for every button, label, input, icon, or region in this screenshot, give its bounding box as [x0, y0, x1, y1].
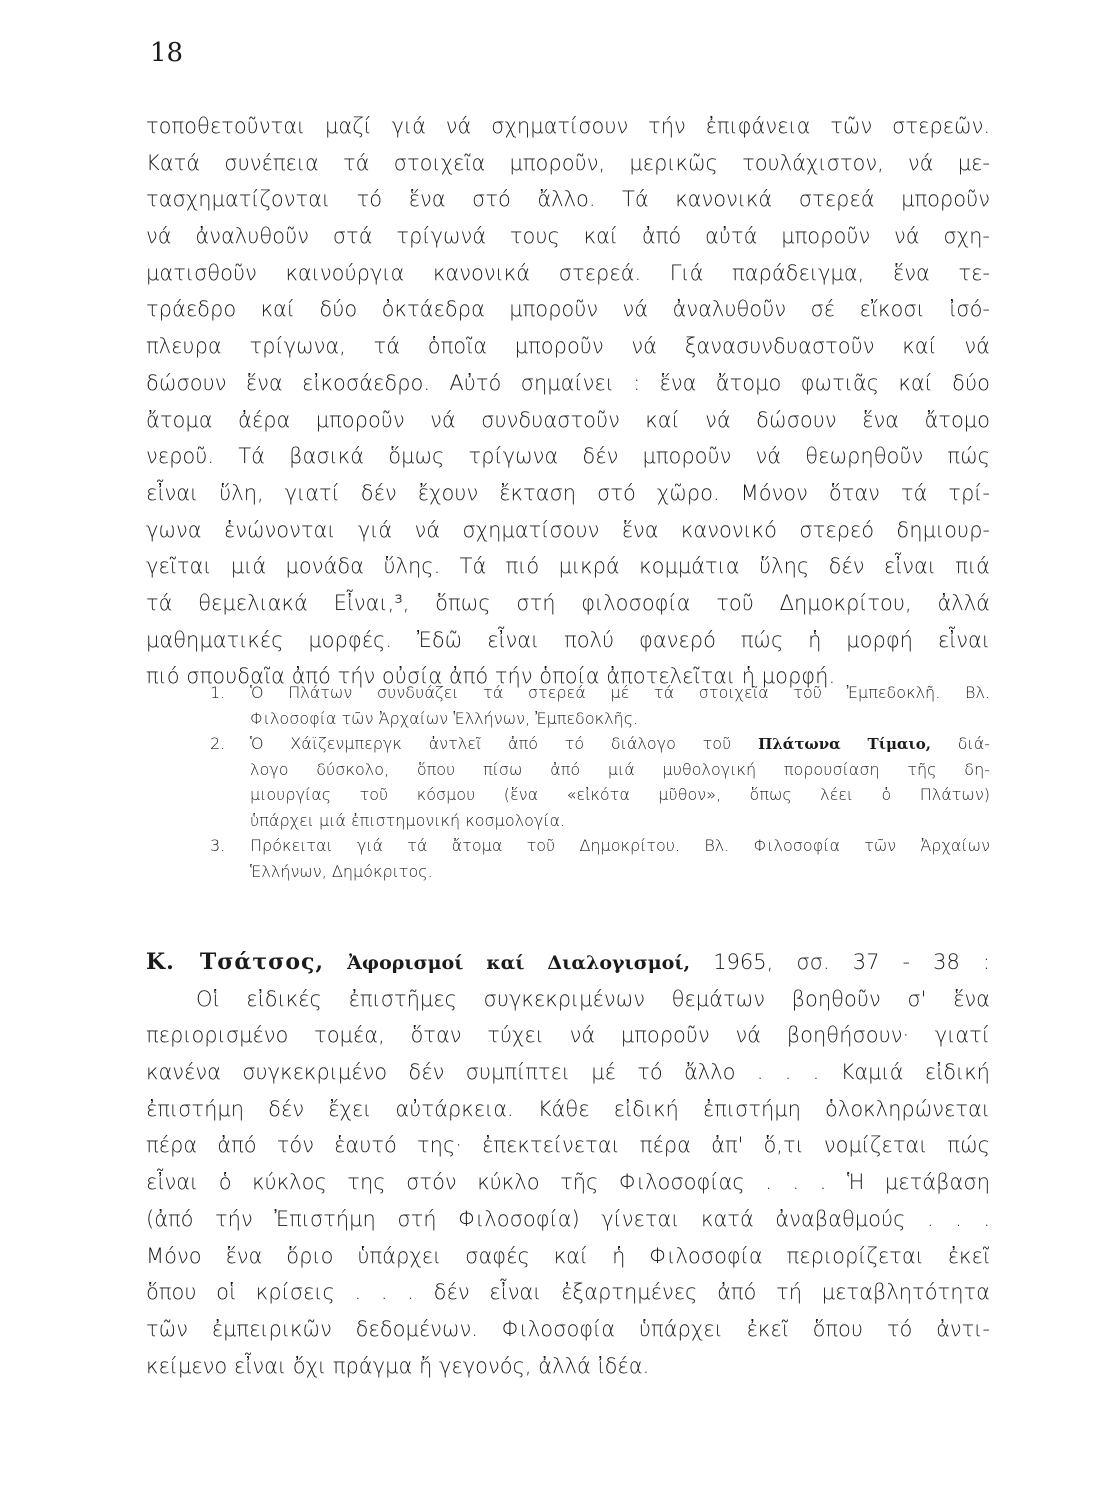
paragraph-line: τά θεμελιακά Εἶναι,³, ὅπως στή φιλοσοφία τοῦ Δημοκρίτου, ἀλλά [146, 590, 990, 615]
tsatsos-passage [146, 944, 990, 1384]
paragraph-line: ἄτομα ἀέρα μποροῦν νά συνδυαστοῦν καί νά δώσουν ἕνα ἄτομο [146, 407, 990, 432]
paragraph-line: ὅπου οἱ κρίσεις . . . δέν εἶναι ἐξαρτημένες ἀπό τή μεταβλητότητα [146, 1280, 990, 1305]
paragraph-line: μαθηματικές μορφές. Ἐδῶ εἶναι πολύ φανερό πώς ἡ μορφή εἶναι [146, 627, 990, 652]
footnote-line: Πρόκειται γιά τά ἄτομα τοῦ Δημοκρίτου. Βλ. Φιλοσοφία τῶν Ἀρχαίων [250, 836, 990, 855]
paragraph-line: πιό σπουδαῖα ἀπό τήν οὐσία ἀπό τήν ὁποία ἀποτελεῖται ἡ μορφή. [146, 664, 836, 689]
paragraph-line: τοποθετοῦνται μαζί γιά νά σχηματίσουν τήν ἐπιφάνεια τῶν στερεῶν. [146, 114, 990, 138]
heisenberg-passage [146, 108, 990, 695]
paragraph-line: (ἀπό τήν Ἐπιστήμη στή Φιλοσοφία) γίνεται κατά ἀναβαθμούς . . . [146, 1206, 990, 1231]
paragraph-line: περιορισμένο τομέα, ὅταν τύχει νά μποροῦν νά βοηθήσουν· γιατί [146, 1023, 990, 1048]
source-author: Κ. Τσάτσος, [146, 949, 325, 975]
paragraph-line: ματισθοῦν καινούργια κανονικά στερεά. Γιά παράδειγμα, ἕνα τε- [146, 260, 990, 285]
paragraph-line: τράεδρο καί δύο ὀκτάεδρα μποροῦν νά ἀναλυθοῦν σέ εἴκοσι ἰσό- [146, 297, 990, 322]
source-title: Ἀφορισμοί καί Διαλογισμοί, [347, 952, 691, 974]
page-number: 18 [150, 38, 184, 68]
footnote-text: διά- [930, 734, 990, 753]
footnote-number: 3. [210, 836, 226, 855]
footnote-line: μιουργίας τοῦ κόσμου (ἕνα «εἰκότα μῦθον», ὅπως λέει ὁ Πλάτων) [250, 785, 990, 804]
footnotes [146, 680, 990, 884]
paragraph-line: κείμενο εἶναι ὄχι πράγμα ἤ γεγονός, ἀλλά ἰδέα. [146, 1353, 650, 1378]
source-details: 1965, σσ. 37 - 38 : [713, 950, 990, 974]
footnote-line [146, 731, 990, 757]
footnote-line: Ἑλλήνων, Δημόκριτος. [250, 861, 433, 881]
paragraph-line: τῶν ἐμπειρικῶν δεδομένων. Φιλοσοφία ὑπάρχει ἐκεῖ ὅπου τό ἀντι- [146, 1316, 990, 1341]
paragraph-line: Μόνο ἕνα ὅριο ὑπάρχει σαφές καί ἡ Φιλοσοφία περιορίζεται ἐκεῖ [146, 1243, 990, 1268]
footnote-1 [146, 680, 990, 731]
footnote-number: 1. [210, 683, 226, 702]
paragraph-line: Οἱ εἰδικές ἐπιστῆμες συγκεκριμένων θεμάτων βοηθοῦν σ' ἕνα [196, 986, 990, 1011]
paragraph-line: δώσουν ἕνα εἰκοσάεδρο. Αὐτό σημαίνει : ἕνα ἄτομο φωτιᾶς καί δύο [146, 370, 990, 395]
footnote-line: Ὁ Πλάτων συνδυάζει τά στερεά μέ τά στοιχεῖα τοῦ Ἐμπεδοκλῆ. Βλ. [250, 683, 990, 702]
footnote-line: ὑπάρχει μιά ἐπιστημονική κοσμολογία. [250, 810, 566, 830]
cited-work-title: Πλάτωνα Τίμαιο, [758, 735, 931, 753]
footnote-2 [146, 731, 990, 833]
footnote-number: 2. [210, 734, 226, 753]
source-heading [146, 944, 990, 981]
paragraph-line: γωνα ἑνώνονται γιά νά σχηματίσουν ἕνα κανονικό στερεό δημιουρ- [146, 517, 990, 542]
paragraph-line: Κατά συνέπεια τά στοιχεῖα μποροῦν, μερικῶς τουλάχιστον, νά με- [146, 150, 990, 175]
paragraph-line: εἶναι ὕλη, γιατί δέν ἔχουν ἔκταση στό χῶρο. Μόνον ὅταν τά τρί- [146, 480, 990, 505]
paragraph-line: πλευρα τρίγωνα, τά ὁποῖα μποροῦν νά ξανασυνδυαστοῦν καί νά [146, 334, 990, 359]
footnote-line: Φιλοσοφία τῶν Ἀρχαίων Ἑλλήνων, Ἐμπεδοκλῆς. [250, 708, 639, 728]
paragraph-line: ἐπιστήμη δέν ἔχει αὐτάρκεια. Κάθε εἰδική ἐπιστήμη ὁλοκληρώνεται [146, 1096, 990, 1121]
paragraph-line: νά ἀναλυθοῦν στά τρίγωνά τους καί ἀπό αὐτά μποροῦν νά σχη- [146, 224, 990, 249]
footnote-text: Ὁ Χάϊζενμπεργκ ἀντλεῖ ἀπό τό διάλογο τοῦ [250, 734, 759, 753]
paragraph-line: γεῖται μιά μονάδα ὕλης. Τά πιό μικρά κομμάτια ὕλης δέν εἶναι πιά [146, 554, 990, 579]
paragraph-line: νεροῦ. Τά βασικά ὅμως τρίγωνα δέν μποροῦν νά θεωρηθοῦν πώς [146, 444, 990, 469]
footnote-3 [146, 833, 990, 884]
footnote-line: λογο δύσκολο, ὅπου πίσω ἀπό μιά μυθολογική πορουσίαση τῆς δη- [250, 759, 990, 779]
paragraph-line: εἶναι ὁ κύκλος της στόν κύκλο τῆς Φιλοσοφίας . . . Ἡ μετάβαση [146, 1170, 990, 1195]
paragraph-line: τασχηματίζονται τό ἕνα στό ἄλλο. Τά κανονικά στερεά μποροῦν [146, 187, 990, 212]
paragraph-line: πέρα ἀπό τόν ἑαυτό της· ἐπεκτείνεται πέρα ἀπ' ὅ,τι νομίζεται πώς [146, 1133, 990, 1158]
paragraph-line: κανένα συγκεκριμένο δέν συμπίπτει μέ τό ἄλλο . . . Καμιά εἰδική [146, 1060, 990, 1085]
